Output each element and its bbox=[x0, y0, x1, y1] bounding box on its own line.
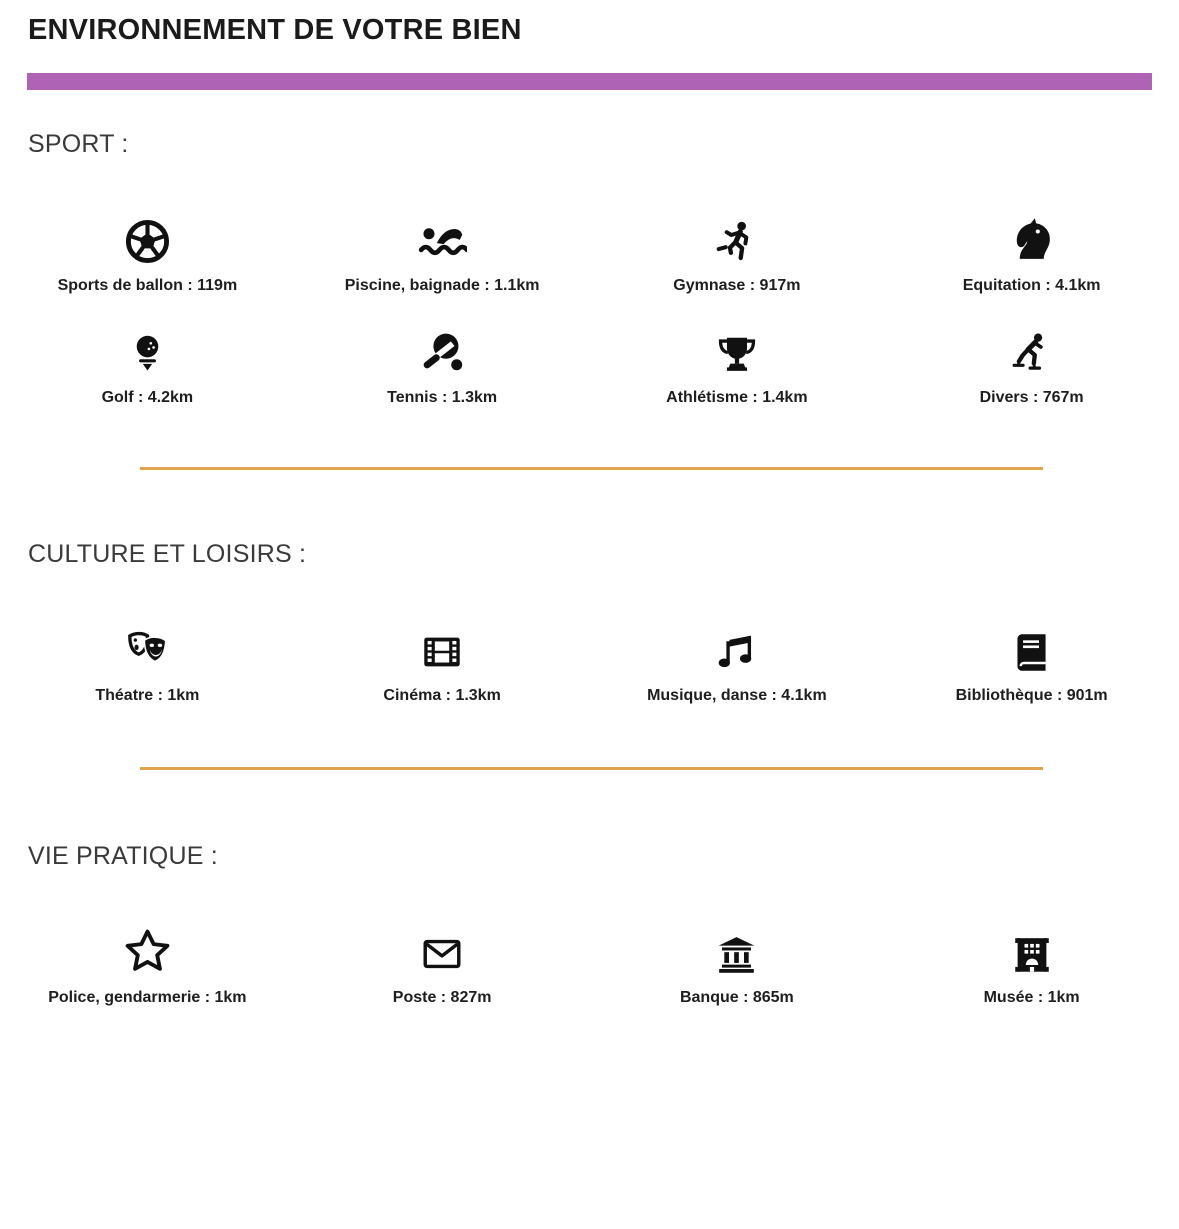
poi-item-banque bbox=[590, 925, 885, 1007]
bank-icon bbox=[714, 925, 759, 977]
poi-item-sports-de-ballon bbox=[0, 213, 295, 295]
golf-ball-icon bbox=[125, 325, 170, 377]
poi-item-musee bbox=[884, 925, 1179, 1007]
poi-item-divers bbox=[884, 325, 1179, 407]
section-title-sport: SPORT : bbox=[28, 130, 129, 158]
page-title: ENVIRONNEMENT DE VOTRE BIEN bbox=[28, 14, 522, 46]
ice-skater-icon bbox=[1009, 325, 1054, 377]
section-divider bbox=[140, 467, 1043, 470]
poi-item-police bbox=[0, 925, 295, 1007]
poi-label: Piscine, baignade : 1.1km bbox=[344, 277, 540, 294]
museum-icon bbox=[1009, 925, 1055, 977]
runner-icon bbox=[714, 213, 759, 265]
film-strip-icon bbox=[419, 623, 465, 675]
poi-label: Equitation : 4.1km bbox=[962, 277, 1101, 294]
poi-label: Musique, danse : 4.1km bbox=[647, 687, 827, 704]
accent-bar bbox=[27, 73, 1152, 90]
poi-item-cinema bbox=[295, 623, 590, 705]
poi-item-golf bbox=[0, 325, 295, 407]
section-title-culture: CULTURE ET LOISIRS : bbox=[28, 540, 307, 568]
poi-item-poste bbox=[295, 925, 590, 1007]
poi-label: Gymnase : 917m bbox=[673, 277, 801, 294]
swimmer-icon bbox=[417, 213, 467, 265]
poi-item-theatre bbox=[0, 623, 295, 705]
poi-label: Banque : 865m bbox=[679, 989, 794, 1006]
sport-items-row-1 bbox=[0, 213, 1179, 295]
poi-label: Athlétisme : 1.4km bbox=[666, 389, 808, 406]
horse-head-icon bbox=[1007, 213, 1056, 265]
star-icon bbox=[123, 925, 172, 977]
poi-item-musique-danse bbox=[590, 623, 885, 705]
poi-label: Poste : 827m bbox=[392, 989, 492, 1006]
poi-label: Sports de ballon : 119m bbox=[57, 277, 238, 294]
theater-masks-icon bbox=[122, 623, 172, 675]
trophy-icon bbox=[714, 325, 760, 377]
envelope-icon bbox=[419, 925, 465, 977]
table-tennis-icon bbox=[419, 325, 466, 377]
poi-label: Musée : 1km bbox=[983, 989, 1080, 1006]
poi-label: Golf : 4.2km bbox=[101, 389, 194, 406]
poi-label: Divers : 767m bbox=[979, 389, 1084, 406]
sport-items-row-2 bbox=[0, 325, 1179, 407]
poi-label: Police, gendarmerie : 1km bbox=[48, 989, 247, 1006]
poi-item-gymnase bbox=[590, 213, 885, 295]
section-title-vie-pratique: VIE PRATIQUE : bbox=[28, 842, 218, 870]
section-divider bbox=[140, 767, 1043, 770]
vie-pratique-items-row bbox=[0, 925, 1179, 1007]
soccer-ball-icon bbox=[124, 213, 171, 265]
music-note-icon bbox=[714, 623, 759, 675]
poi-item-athletisme bbox=[590, 325, 885, 407]
poi-label: Bibliothèque : 901m bbox=[955, 687, 1108, 704]
poi-label: Théatre : 1km bbox=[95, 687, 200, 704]
poi-item-piscine bbox=[295, 213, 590, 295]
poi-item-tennis bbox=[295, 325, 590, 407]
poi-label: Cinéma : 1.3km bbox=[383, 687, 501, 704]
poi-item-bibliotheque bbox=[884, 623, 1179, 705]
poi-label: Tennis : 1.3km bbox=[387, 389, 498, 406]
poi-item-equitation bbox=[884, 213, 1179, 295]
book-icon bbox=[1009, 623, 1054, 675]
culture-items-row bbox=[0, 623, 1179, 705]
